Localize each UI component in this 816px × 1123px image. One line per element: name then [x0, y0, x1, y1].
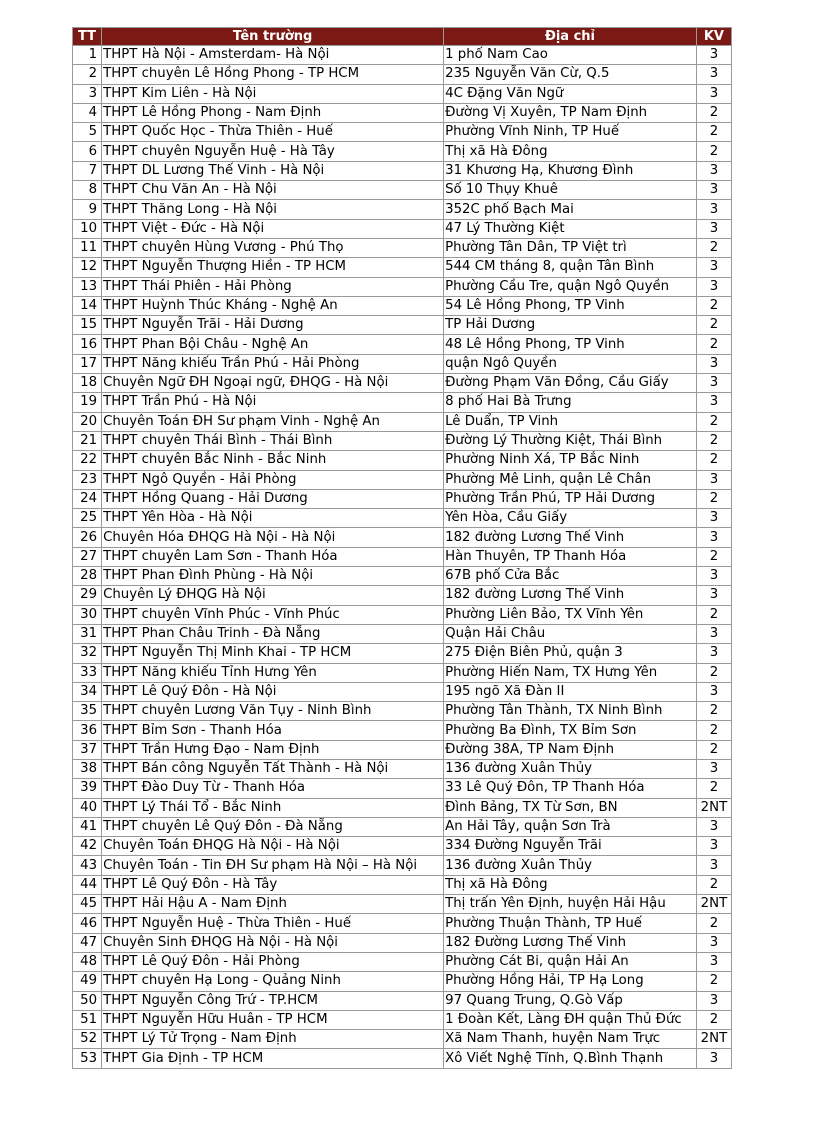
cell-kv: 3: [697, 200, 731, 218]
cell-kv: 3: [697, 258, 731, 276]
table-row: [73, 548, 731, 566]
cell-address: Phường Hiến Nam, TX Hưng Yên: [444, 664, 696, 682]
cell-tt: 36: [73, 721, 101, 739]
cell-tt: 15: [73, 316, 101, 334]
table-row: [73, 760, 731, 778]
header-row: [73, 28, 731, 45]
cell-address: Thị xã Hà Đông: [444, 142, 696, 160]
cell-school-name: Chuyên Lý ĐHQG Hà Nội: [102, 586, 443, 604]
cell-tt: 13: [73, 278, 101, 296]
cell-school-name: THPT Lê Quý Đôn - Hà Nội: [102, 683, 443, 701]
cell-tt: 40: [73, 799, 101, 817]
cell-tt: 35: [73, 702, 101, 720]
cell-kv: 2: [697, 741, 731, 759]
cell-tt: 29: [73, 586, 101, 604]
cell-tt: 38: [73, 760, 101, 778]
cell-kv: 2: [697, 972, 731, 990]
cell-kv: 2: [697, 316, 731, 334]
table-row: [73, 509, 731, 527]
cell-address: Phường Liên Bảo, TX Vĩnh Yên: [444, 606, 696, 624]
table-row: [73, 65, 731, 83]
cell-tt: 32: [73, 644, 101, 662]
cell-address: Đình Bảng, TX Từ Sơn, BN: [444, 799, 696, 817]
cell-address: 352C phố Bạch Mai: [444, 200, 696, 218]
cell-kv: 2: [697, 432, 731, 450]
cell-address: 48 Lê Hồng Phong, TP Vinh: [444, 335, 696, 353]
cell-kv: 3: [697, 644, 731, 662]
cell-kv: 2: [697, 413, 731, 431]
cell-tt: 10: [73, 220, 101, 238]
cell-school-name: Chuyên Hóa ĐHQG Hà Nội - Hà Nội: [102, 528, 443, 546]
cell-school-name: THPT chuyên Lê Quý Đôn - Đà Nẵng: [102, 818, 443, 836]
cell-tt: 25: [73, 509, 101, 527]
table-row: [73, 355, 731, 373]
table-row: [73, 104, 731, 122]
cell-address: 182 đường Lương Thế Vinh: [444, 586, 696, 604]
cell-address: Thị trấn Yên Định, huyện Hải Hậu: [444, 895, 696, 913]
cell-address: Đường 38A, TP Nam Định: [444, 741, 696, 759]
cell-tt: 8: [73, 181, 101, 199]
cell-kv: 2: [697, 490, 731, 508]
cell-kv: 3: [697, 856, 731, 874]
table-row: [73, 837, 731, 855]
table-row: [73, 220, 731, 238]
table-row: [73, 818, 731, 836]
cell-tt: 3: [73, 85, 101, 103]
table-row: [73, 799, 731, 817]
cell-school-name: THPT chuyên Lương Văn Tụy - Ninh Bình: [102, 702, 443, 720]
cell-kv: 3: [697, 355, 731, 373]
cell-tt: 1: [73, 46, 101, 64]
cell-school-name: THPT Quốc Học - Thừa Thiên - Huế: [102, 123, 443, 141]
cell-kv: 3: [697, 953, 731, 971]
table-row: [73, 335, 731, 353]
cell-school-name: THPT Lê Hồng Phong - Nam Định: [102, 104, 443, 122]
table-row: [73, 721, 731, 739]
cell-tt: 41: [73, 818, 101, 836]
table-row: [73, 741, 731, 759]
cell-address: Phường Hồng Hải, TP Hạ Long: [444, 972, 696, 990]
cell-kv: 3: [697, 278, 731, 296]
table-row: [73, 181, 731, 199]
cell-kv: 2: [697, 1011, 731, 1029]
cell-school-name: THPT Nguyễn Huệ - Thừa Thiên - Huế: [102, 914, 443, 932]
table-row: [73, 1049, 731, 1067]
table-row: [73, 934, 731, 952]
cell-kv: 2: [697, 779, 731, 797]
cell-address: Đường Vị Xuyên, TP Nam Định: [444, 104, 696, 122]
cell-kv: 2: [697, 548, 731, 566]
cell-school-name: THPT chuyên Thái Bình - Thái Bình: [102, 432, 443, 450]
table-row: [73, 567, 731, 585]
cell-tt: 31: [73, 625, 101, 643]
table-row: [73, 46, 731, 64]
cell-tt: 37: [73, 741, 101, 759]
cell-kv: 3: [697, 528, 731, 546]
cell-school-name: THPT Trần Phú - Hà Nội: [102, 393, 443, 411]
cell-kv: 3: [697, 393, 731, 411]
cell-school-name: THPT chuyên Hùng Vương - Phú Thọ: [102, 239, 443, 257]
cell-address: 67B phố Cửa Bắc: [444, 567, 696, 585]
cell-tt: 6: [73, 142, 101, 160]
cell-school-name: THPT Huỳnh Thúc Kháng - Nghệ An: [102, 297, 443, 315]
table-row: [73, 702, 731, 720]
cell-school-name: THPT chuyên Nguyễn Huệ - Hà Tây: [102, 142, 443, 160]
cell-kv: 2: [697, 606, 731, 624]
cell-address: Phường Ba Đình, TX Bỉm Sơn: [444, 721, 696, 739]
cell-kv: 3: [697, 162, 731, 180]
cell-school-name: THPT Trần Hưng Đạo - Nam Định: [102, 741, 443, 759]
cell-school-name: THPT Hà Nội - Amsterdam- Hà Nội: [102, 46, 443, 64]
cell-kv: 3: [697, 374, 731, 392]
table-row: [73, 779, 731, 797]
table-row: [73, 471, 731, 489]
cell-address: quận Ngô Quyền: [444, 355, 696, 373]
table-row: [73, 239, 731, 257]
cell-kv: 2NT: [697, 895, 731, 913]
cell-kv: 3: [697, 567, 731, 585]
cell-tt: 39: [73, 779, 101, 797]
cell-tt: 5: [73, 123, 101, 141]
table-row: [73, 432, 731, 450]
table-row: [73, 992, 731, 1010]
cell-kv: 3: [697, 818, 731, 836]
table-row: [73, 200, 731, 218]
cell-school-name: THPT Nguyễn Công Trứ - TP.HCM: [102, 992, 443, 1010]
cell-kv: 3: [697, 625, 731, 643]
cell-address: 1 Đoàn Kết, Làng ĐH quận Thủ Đức: [444, 1011, 696, 1029]
cell-school-name: THPT chuyên Lam Sơn - Thanh Hóa: [102, 548, 443, 566]
cell-address: Phường Tân Dân, TP Việt trì: [444, 239, 696, 257]
cell-address: Xô Viết Nghệ Tĩnh, Q.Bình Thạnh: [444, 1049, 696, 1067]
cell-tt: 47: [73, 934, 101, 952]
cell-school-name: THPT Lê Quý Đôn - Hải Phòng: [102, 953, 443, 971]
cell-kv: 2: [697, 702, 731, 720]
cell-school-name: THPT Việt - Đức - Hà Nội: [102, 220, 443, 238]
cell-tt: 21: [73, 432, 101, 450]
cell-tt: 12: [73, 258, 101, 276]
cell-kv: 3: [697, 992, 731, 1010]
cell-address: 8 phố Hai Bà Trưng: [444, 393, 696, 411]
cell-kv: 3: [697, 1049, 731, 1067]
cell-school-name: THPT Lý Thái Tổ - Bắc Ninh: [102, 799, 443, 817]
cell-school-name: Chuyên Toán ĐH Sư phạm Vinh - Nghệ An: [102, 413, 443, 431]
cell-kv: 2: [697, 876, 731, 894]
cell-address: Phường Trần Phú, TP Hải Dương: [444, 490, 696, 508]
cell-tt: 43: [73, 856, 101, 874]
cell-school-name: THPT Yên Hòa - Hà Nội: [102, 509, 443, 527]
cell-tt: 44: [73, 876, 101, 894]
cell-tt: 50: [73, 992, 101, 1010]
cell-tt: 23: [73, 471, 101, 489]
cell-address: 195 ngõ Xã Đàn II: [444, 683, 696, 701]
cell-school-name: THPT Ngô Quyền - Hải Phòng: [102, 471, 443, 489]
table-row: [73, 297, 731, 315]
cell-kv: 2NT: [697, 1030, 731, 1048]
table-row: [73, 142, 731, 160]
cell-address: Phường Cầu Tre, quận Ngô Quyền: [444, 278, 696, 296]
cell-address: Thị xã Hà Đông: [444, 876, 696, 894]
cell-address: Phường Cát Bi, quận Hải An: [444, 953, 696, 971]
table-row: [73, 856, 731, 874]
cell-school-name: THPT Gia Định - TP HCM: [102, 1049, 443, 1067]
cell-tt: 9: [73, 200, 101, 218]
cell-school-name: THPT Hồng Quang - Hải Dương: [102, 490, 443, 508]
cell-school-name: Chuyên Toán ĐHQG Hà Nội - Hà Nội: [102, 837, 443, 855]
cell-tt: 27: [73, 548, 101, 566]
cell-school-name: THPT chuyên Bắc Ninh - Bắc Ninh: [102, 451, 443, 469]
cell-tt: 52: [73, 1030, 101, 1048]
cell-school-name: THPT Năng khiếu Tỉnh Hưng Yên: [102, 664, 443, 682]
cell-kv: 3: [697, 934, 731, 952]
table-row: [73, 606, 731, 624]
cell-kv: 2: [697, 721, 731, 739]
cell-address: 235 Nguyễn Văn Cừ, Q.5: [444, 65, 696, 83]
cell-school-name: THPT Năng khiếu Trần Phú - Hải Phòng: [102, 355, 443, 373]
cell-kv: 3: [697, 471, 731, 489]
cell-school-name: THPT Thái Phiên - Hải Phòng: [102, 278, 443, 296]
table-row: [73, 586, 731, 604]
cell-address: Số 10 Thụy Khuê: [444, 181, 696, 199]
cell-tt: 24: [73, 490, 101, 508]
cell-school-name: THPT Nguyễn Hữu Huân - TP HCM: [102, 1011, 443, 1029]
cell-address: Phường Tân Thành, TX Ninh Bình: [444, 702, 696, 720]
cell-tt: 48: [73, 953, 101, 971]
table-row: [73, 162, 731, 180]
cell-address: An Hải Tây, quận Sơn Trà: [444, 818, 696, 836]
cell-kv: 3: [697, 509, 731, 527]
cell-kv: 2: [697, 451, 731, 469]
cell-tt: 42: [73, 837, 101, 855]
cell-tt: 18: [73, 374, 101, 392]
table-row: [73, 85, 731, 103]
cell-tt: 19: [73, 393, 101, 411]
cell-school-name: THPT Lý Tử Trọng - Nam Định: [102, 1030, 443, 1048]
table-row: [73, 1030, 731, 1048]
cell-school-name: THPT Nguyễn Thị Minh Khai - TP HCM: [102, 644, 443, 662]
cell-kv: 3: [697, 760, 731, 778]
cell-address: 136 đường Xuân Thủy: [444, 856, 696, 874]
cell-kv: 2: [697, 142, 731, 160]
cell-address: Phường Mê Linh, quận Lê Chân: [444, 471, 696, 489]
table-row: [73, 413, 731, 431]
cell-address: Hàn Thuyên, TP Thanh Hóa: [444, 548, 696, 566]
table-row: [73, 914, 731, 932]
cell-tt: 49: [73, 972, 101, 990]
cell-address: Xã Nam Thanh, huyện Nam Trực: [444, 1030, 696, 1048]
table-row: [73, 393, 731, 411]
table-row: [73, 683, 731, 701]
cell-tt: 20: [73, 413, 101, 431]
cell-tt: 16: [73, 335, 101, 353]
cell-school-name: Chuyên Sinh ĐHQG Hà Nội - Hà Nội: [102, 934, 443, 952]
table-row: [73, 1011, 731, 1029]
table-row: [73, 644, 731, 662]
cell-address: 334 Đường Nguyễn Trãi: [444, 837, 696, 855]
cell-school-name: THPT Phan Đình Phùng - Hà Nội: [102, 567, 443, 585]
cell-school-name: Chuyên Toán - Tin ĐH Sư phạm Hà Nội – Hà Nội: [102, 856, 443, 874]
cell-school-name: THPT Kim Liên - Hà Nội: [102, 85, 443, 103]
table-row: [73, 876, 731, 894]
cell-kv: 3: [697, 837, 731, 855]
cell-address: Yên Hòa, Cầu Giấy: [444, 509, 696, 527]
cell-school-name: THPT DL Lương Thế Vinh - Hà Nội: [102, 162, 443, 180]
cell-kv: 3: [697, 586, 731, 604]
cell-tt: 30: [73, 606, 101, 624]
table-row: [73, 664, 731, 682]
cell-address: 275 Điện Biên Phủ, quận 3: [444, 644, 696, 662]
cell-school-name: THPT Hải Hậu A - Nam Định: [102, 895, 443, 913]
cell-address: Đường Lý Thường Kiệt, Thái Bình: [444, 432, 696, 450]
cell-tt: 11: [73, 239, 101, 257]
table-row: [73, 972, 731, 990]
cell-tt: 45: [73, 895, 101, 913]
cell-kv: 3: [697, 85, 731, 103]
cell-kv: 2: [697, 123, 731, 141]
table-row: [73, 953, 731, 971]
cell-tt: 33: [73, 664, 101, 682]
cell-address: Phường Ninh Xá, TP Bắc Ninh: [444, 451, 696, 469]
cell-kv: 2: [697, 104, 731, 122]
header-tt: TT: [73, 28, 101, 45]
cell-address: 33 Lê Quý Đôn, TP Thanh Hóa: [444, 779, 696, 797]
cell-tt: 28: [73, 567, 101, 585]
cell-address: 182 Đường Lương Thế Vinh: [444, 934, 696, 952]
header-address: Địa chỉ: [444, 28, 696, 45]
cell-school-name: THPT Phan Bội Châu - Nghệ An: [102, 335, 443, 353]
cell-kv: 2: [697, 335, 731, 353]
cell-tt: 22: [73, 451, 101, 469]
header-school-name: Tên trường: [102, 28, 443, 45]
cell-school-name: THPT Phan Châu Trinh - Đà Nẵng: [102, 625, 443, 643]
cell-address: 31 Khương Hạ, Khương Đình: [444, 162, 696, 180]
cell-kv: 3: [697, 46, 731, 64]
cell-tt: 26: [73, 528, 101, 546]
cell-school-name: THPT Bán công Nguyễn Tất Thành - Hà Nội: [102, 760, 443, 778]
cell-tt: 51: [73, 1011, 101, 1029]
cell-tt: 34: [73, 683, 101, 701]
cell-tt: 17: [73, 355, 101, 373]
table-row: [73, 528, 731, 546]
table-row: [73, 316, 731, 334]
table-row: [73, 278, 731, 296]
cell-kv: 3: [697, 181, 731, 199]
cell-tt: 53: [73, 1049, 101, 1067]
header-kv: KV: [697, 28, 731, 45]
cell-kv: 2: [697, 914, 731, 932]
cell-tt: 46: [73, 914, 101, 932]
cell-address: Phường Vĩnh Ninh, TP Huế: [444, 123, 696, 141]
cell-school-name: THPT Lê Quý Đôn - Hà Tây: [102, 876, 443, 894]
cell-school-name: THPT Nguyễn Trãi - Hải Dương: [102, 316, 443, 334]
cell-address: 182 đường Lương Thế Vinh: [444, 528, 696, 546]
cell-school-name: THPT chuyên Lê Hồng Phong - TP HCM: [102, 65, 443, 83]
table-row: [73, 451, 731, 469]
cell-address: 136 đường Xuân Thủy: [444, 760, 696, 778]
cell-school-name: THPT chuyên Hạ Long - Quảng Ninh: [102, 972, 443, 990]
cell-school-name: THPT Nguyễn Thượng Hiền - TP HCM: [102, 258, 443, 276]
schools-table: [72, 27, 732, 1069]
cell-address: TP Hải Dương: [444, 316, 696, 334]
cell-address: Lê Duẩn, TP Vinh: [444, 413, 696, 431]
cell-school-name: Chuyên Ngữ ĐH Ngoại ngữ, ĐHQG - Hà Nội: [102, 374, 443, 392]
table-row: [73, 374, 731, 392]
cell-tt: 7: [73, 162, 101, 180]
table-row: [73, 258, 731, 276]
cell-address: Đường Phạm Văn Đồng, Cầu Giấy: [444, 374, 696, 392]
cell-kv: 2: [697, 664, 731, 682]
table-row: [73, 895, 731, 913]
cell-address: 97 Quang Trung, Q.Gò Vấp: [444, 992, 696, 1010]
cell-address: 4C Đặng Văn Ngữ: [444, 85, 696, 103]
cell-address: Quận Hải Châu: [444, 625, 696, 643]
cell-school-name: THPT chuyên Vĩnh Phúc - Vĩnh Phúc: [102, 606, 443, 624]
cell-tt: 2: [73, 65, 101, 83]
cell-address: 544 CM tháng 8, quận Tân Bình: [444, 258, 696, 276]
cell-address: 1 phố Nam Cao: [444, 46, 696, 64]
table-row: [73, 123, 731, 141]
table-row: [73, 490, 731, 508]
cell-kv: 3: [697, 220, 731, 238]
cell-school-name: THPT Bỉm Sơn - Thanh Hóa: [102, 721, 443, 739]
cell-kv: 2: [697, 239, 731, 257]
cell-kv: 2: [697, 297, 731, 315]
cell-tt: 4: [73, 104, 101, 122]
cell-kv: 2NT: [697, 799, 731, 817]
table-row: [73, 625, 731, 643]
cell-address: Phường Thuận Thành, TP Huế: [444, 914, 696, 932]
cell-tt: 14: [73, 297, 101, 315]
cell-school-name: THPT Thăng Long - Hà Nội: [102, 200, 443, 218]
cell-school-name: THPT Đào Duy Từ - Thanh Hóa: [102, 779, 443, 797]
cell-kv: 3: [697, 65, 731, 83]
cell-address: 47 Lý Thường Kiệt: [444, 220, 696, 238]
cell-kv: 3: [697, 683, 731, 701]
cell-school-name: THPT Chu Văn An - Hà Nội: [102, 181, 443, 199]
cell-address: 54 Lê Hồng Phong, TP Vinh: [444, 297, 696, 315]
